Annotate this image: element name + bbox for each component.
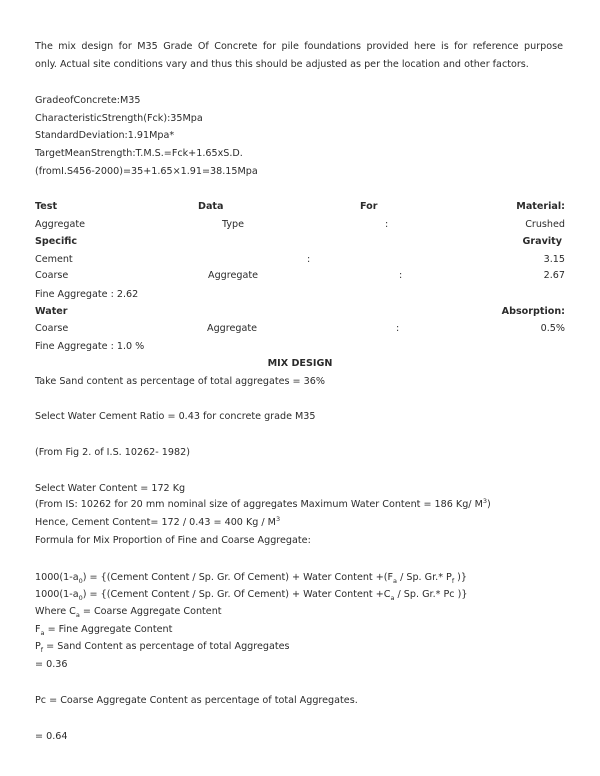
is-reference: (From IS: 10262 for 20 mm nominal size of aggregates Maximum Water Content = 186 Kg/ $M^3$) [35, 496, 491, 510]
water-content: Select Water Content = 172 Kg [35, 483, 186, 494]
cement-value: 3.15 [543, 254, 565, 265]
formula-coarse: $1000(1-a_0)$ = {(Cement Content / Sp. Gr. Of Cement) + Water Content $+C_a / Sp$. Gr.* Pc )} [35, 589, 468, 602]
cement-content: Hence, Cement Content= 172 / 0.43 = 400 Kg / $M^3$ [35, 514, 281, 528]
intro-line-2: only. Actual site conditions vary and thus this should be adjusted as per the location and other factors. [35, 59, 529, 70]
def-fine-aggregate: $F_a$ = Fine Aggregate Content [35, 624, 173, 637]
spec-strength: CharacteristicStrength(Fck):35Mpa [35, 113, 203, 124]
header-material: Material: [516, 201, 565, 212]
aggregate-colon: : [385, 219, 389, 230]
header-test: Test [35, 201, 58, 212]
spec-stddev: StandardDeviation:1.91Mpa* [35, 130, 175, 141]
water-coarse-value: 0.5% [540, 323, 565, 334]
aggregate-label: Aggregate [35, 219, 86, 230]
spec-grade: GradeofConcrete:M35 [35, 95, 141, 106]
header-for: For [360, 201, 378, 212]
formula-title: Formula for Mix Proportion of Fine and Coarse Aggregate: [35, 535, 311, 546]
fine-aggregate-gravity: Fine Aggregate : 2.62 [35, 289, 139, 300]
fig-reference: (From Fig 2. of I.S. 10262- 1982) [35, 447, 190, 458]
def-coarse-content: Pc = Coarse Aggregate Content as percentage of total Aggregates. [35, 695, 358, 706]
water-fine-aggregate: Fine Aggregate : 1.0 % [35, 341, 145, 352]
cement-colon: : [307, 254, 311, 265]
mix-design-heading: MIX DESIGN [267, 358, 333, 369]
header-absorption: Absorption: [501, 306, 565, 317]
header-water: Water [35, 306, 68, 317]
aggregate-type: Type [222, 219, 245, 230]
formula-fine: $1000(1-a_0)$ = {(Cement Content / Sp. Gr. Of Cement) + Water Content $+(F_a / Sp$. Gr.* $P_f$ )} [35, 572, 468, 585]
header-gravity: Gravity [522, 236, 562, 247]
sand-value: = 0.36 [35, 659, 68, 670]
header-data: Data [198, 201, 224, 212]
coarse-label: Coarse [35, 270, 69, 281]
coarse-aggregate: Aggregate [208, 270, 259, 281]
coarse-value-result: = 0.64 [35, 731, 68, 742]
water-coarse-colon: : [396, 323, 400, 334]
water-coarse-aggregate: Aggregate [207, 323, 258, 334]
water-cement-ratio: Select Water Cement Ratio = 0.43 for concrete grade M35 [35, 411, 316, 422]
aggregate-value: Crushed [525, 219, 565, 230]
coarse-value: 2.67 [543, 270, 565, 281]
def-sand-content: $P_f$ = Sand Content as percentage of total Aggregates [35, 641, 290, 654]
where-coarse: Where $C_a$ = Coarse Aggregate Content [35, 606, 222, 619]
coarse-colon: : [399, 270, 403, 281]
water-coarse-label: Coarse [35, 323, 69, 334]
cement-label: Cement [35, 254, 73, 265]
sand-content: Take Sand content as percentage of total aggregates = 36% [35, 376, 325, 387]
intro-line-1: The mix design for M35 Grade Of Concrete for pile foundations provided here is for reference purpose [35, 41, 563, 52]
header-specific: Specific [35, 236, 78, 247]
spec-tms: TargetMeanStrength:T.M.S.=Fck+1.65xS.D. [35, 148, 243, 159]
spec-tms-value: (fromI.S456-2000)=35+1.65×1.91=38.15Mpa [35, 166, 258, 177]
